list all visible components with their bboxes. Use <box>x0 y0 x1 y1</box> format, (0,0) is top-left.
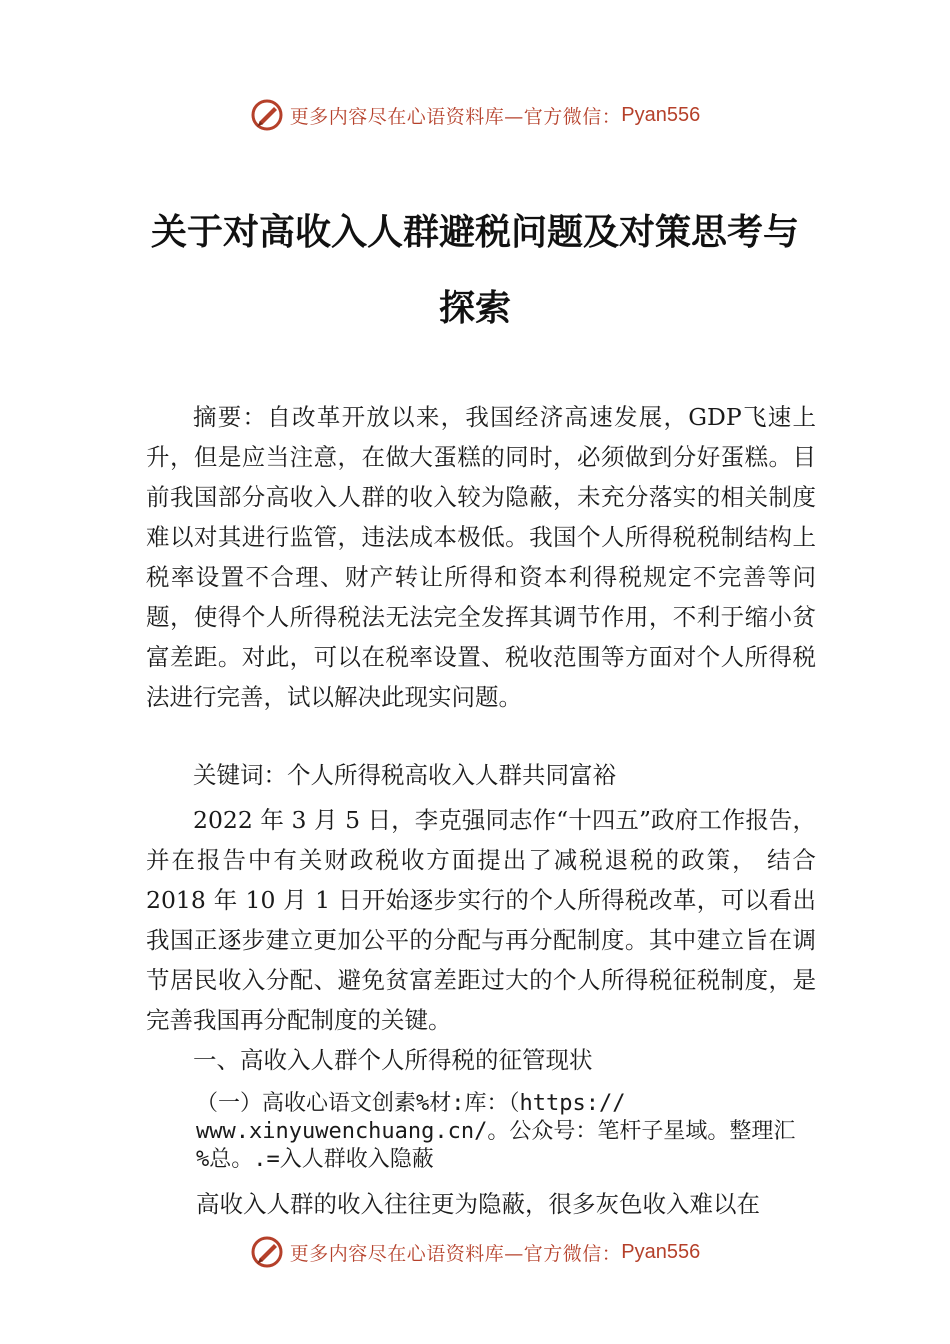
document-title-line-2: 探索 <box>438 287 511 329</box>
subheading-line-3: %总。.=入人群收入隐蔽 <box>196 1147 434 1172</box>
section-heading-1 <box>146 1040 816 1080</box>
document-title-line-1: 关于对高收入人群避税问题及对策思考与 <box>150 211 799 253</box>
abstract-paragraph: 摘要：自改革开放以来，我国经济高速发展，GDP飞速上升，但是应当注意，在做大蛋糕的同时，必须做到分好蛋糕。目前我国部分高收入人群的收入较为隐蔽，未充分落实的相关制度难以对其进行监管，违法成本极低。我国个人所得税税制结构上税率设置不合理、财产转让所得和资本利得税规定不完善等问题，使得个人所得税法无法完全发挥其调节作用，不利于缩小贫富差距。对此，可以在税率设置、税收范围等方面对个人所得税法进行完善，试以解决此现实问题。 <box>146 403 816 711</box>
banner-text: 更多内容尽在心语资料库—官方微信： <box>289 105 622 128</box>
footer-banner <box>0 1232 950 1272</box>
intro-paragraph: 2022 年 3 月 5 日，李克强同志作“十四五”政府工作报告，并在报告中有关财政税收方面提出了减税退税的政策， 结合 2018 年 10 月 1 日开始逐步实行的个人所得税改革，可以看出我国正逐步建立更加公平的分配与再分配制度。其中建立旨在调节居民收入分配、避免贫富差距过大的个人所得税征税制度，是完善我国再分配制度的关键。 <box>146 806 816 1034</box>
subheading-line-1: （一）高收心语文创素%材:库：（https:// <box>196 1091 626 1116</box>
pen-logo-icon <box>250 98 284 132</box>
body-last-line: 高收入人群的收入往往更为隐蔽，很多灰色收入难以在 <box>196 1190 760 1218</box>
subheading-line-2: www.xinyuwenchuang.cn/。公众号：笔杆子星域。整理汇 <box>196 1119 796 1144</box>
banner-wechat-id: Pyan556 <box>621 1240 701 1263</box>
keywords-section <box>146 755 816 795</box>
pen-logo-icon <box>250 1235 284 1269</box>
banner-text: 更多内容尽在心语资料库—官方微信： <box>289 1242 622 1265</box>
keywords-paragraph: 关键词：个人所得税高收入人群共同富裕 <box>193 761 616 789</box>
intro-section <box>146 800 816 1040</box>
subheading-block <box>196 1090 856 1174</box>
heading-1-text: 一、高收入人群个人所得税的征管现状 <box>193 1046 593 1074</box>
banner-wechat-id: Pyan556 <box>621 103 701 126</box>
header-banner <box>0 95 950 135</box>
abstract-section <box>146 397 816 717</box>
